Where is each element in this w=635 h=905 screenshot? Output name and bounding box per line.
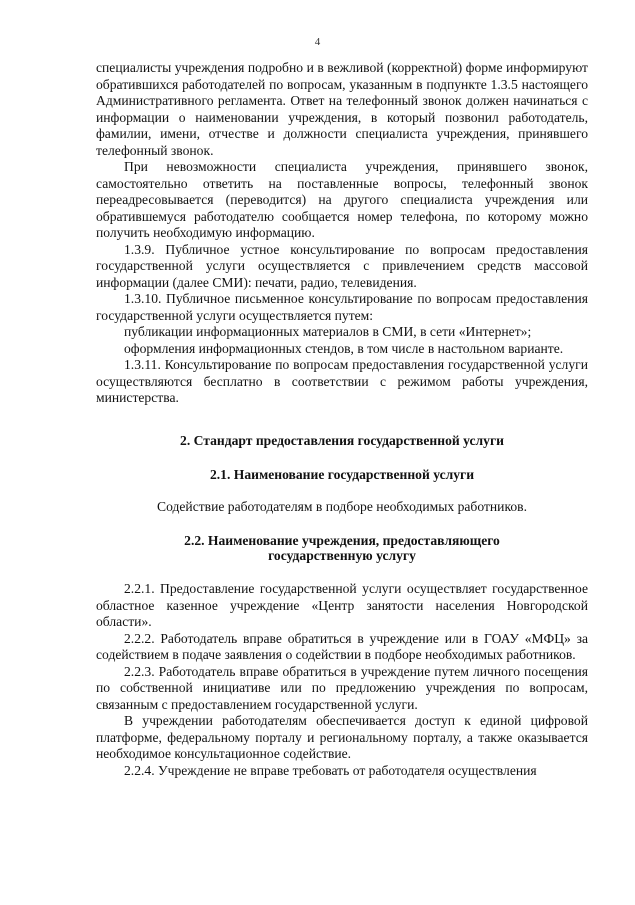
paragraph: 2.2.2. Работодатель вправе обратиться в учреждение или в ГОАУ «МФЦ» за содействием в подаче заявления о содействии в подборе необходимых работников. bbox=[96, 630, 588, 662]
paragraph: оформления информационных стендов, в том числе в настольном варианте. bbox=[124, 340, 564, 356]
section-heading: 2. Стандарт предоставления государственной услуги bbox=[180, 432, 504, 448]
paragraph: 1.3.10. Публичное письменное консультирование по вопросам предоставления государственной услуги осуществляется путем: bbox=[96, 291, 588, 323]
paragraph: публикации информационных материалов в СМИ, в сети «Интернет»; bbox=[124, 324, 532, 339]
subsection-heading: 2.2. Наименование учреждения, предоставляющего bbox=[184, 533, 500, 548]
paragraph: 2.2.3. Работодатель вправе обратиться в учреждение путем личного посещения по собственной инициативе или по предложению учреждения по вопросам, связанным с предоставлением государственной услуги. bbox=[96, 663, 588, 712]
paragraph: 2.2.4. Учреждение не вправе требовать от работодателя осуществления bbox=[124, 762, 537, 778]
subsection-heading: 2.1. Наименование государственной услуги bbox=[209, 466, 475, 482]
paragraph: специалисты учреждения подробно и в вежливой (корректной) форме информируют обратившихся работодателей по вопросам, указанным в подпункте 1.3.5 настоящего Административного регламента. Ответ на телефонный звонок должен начинаться с информации о наименовании учреждения, в который позвонил работодатель, фамилии, имени, отчестве и должности специалиста учреждения, принявшего телефонный звонок. bbox=[96, 60, 588, 158]
document-body bbox=[96, 60, 588, 779]
page-number: 4 bbox=[314, 36, 321, 48]
paragraph: В учреждении работодателям обеспечивается доступ к единой цифровой платформе, федеральному порталу и региональному порталу, а также оказывается необходимое консультационное содействие. bbox=[96, 713, 588, 761]
paragraph: 1.3.11. Консультирование по вопросам предоставления государственной услуги осуществляются бесплатно в соответствии с режимом работы учреждения, министерства. bbox=[96, 357, 588, 405]
paragraph: 2.2.1. Предоставление государственной услуги осуществляет государственное областное казенное учреждение «Центр занятости населения Новгородской области». bbox=[96, 581, 588, 629]
service-name: Содействие работодателям в подборе необходимых работников. bbox=[157, 498, 527, 514]
paragraph: 1.3.9. Публичное устное консультирование по вопросам предоставления государственной услуги осуществляется с привлечением средств массовой информации (далее СМИ): печати, радио, телевидения. bbox=[96, 241, 588, 290]
paragraph: При невозможности специалиста учреждения, принявшего звонок, самостоятельно ответить на поставленные вопросы, телефонный звонок переадресовывается (переводится) на другого специалиста учреждения или обратившемуся работодателю сообщается номер телефона, по которому можно получить необходимую информацию. bbox=[96, 159, 588, 240]
subsection-heading-continuation: государственную услугу bbox=[268, 548, 416, 563]
